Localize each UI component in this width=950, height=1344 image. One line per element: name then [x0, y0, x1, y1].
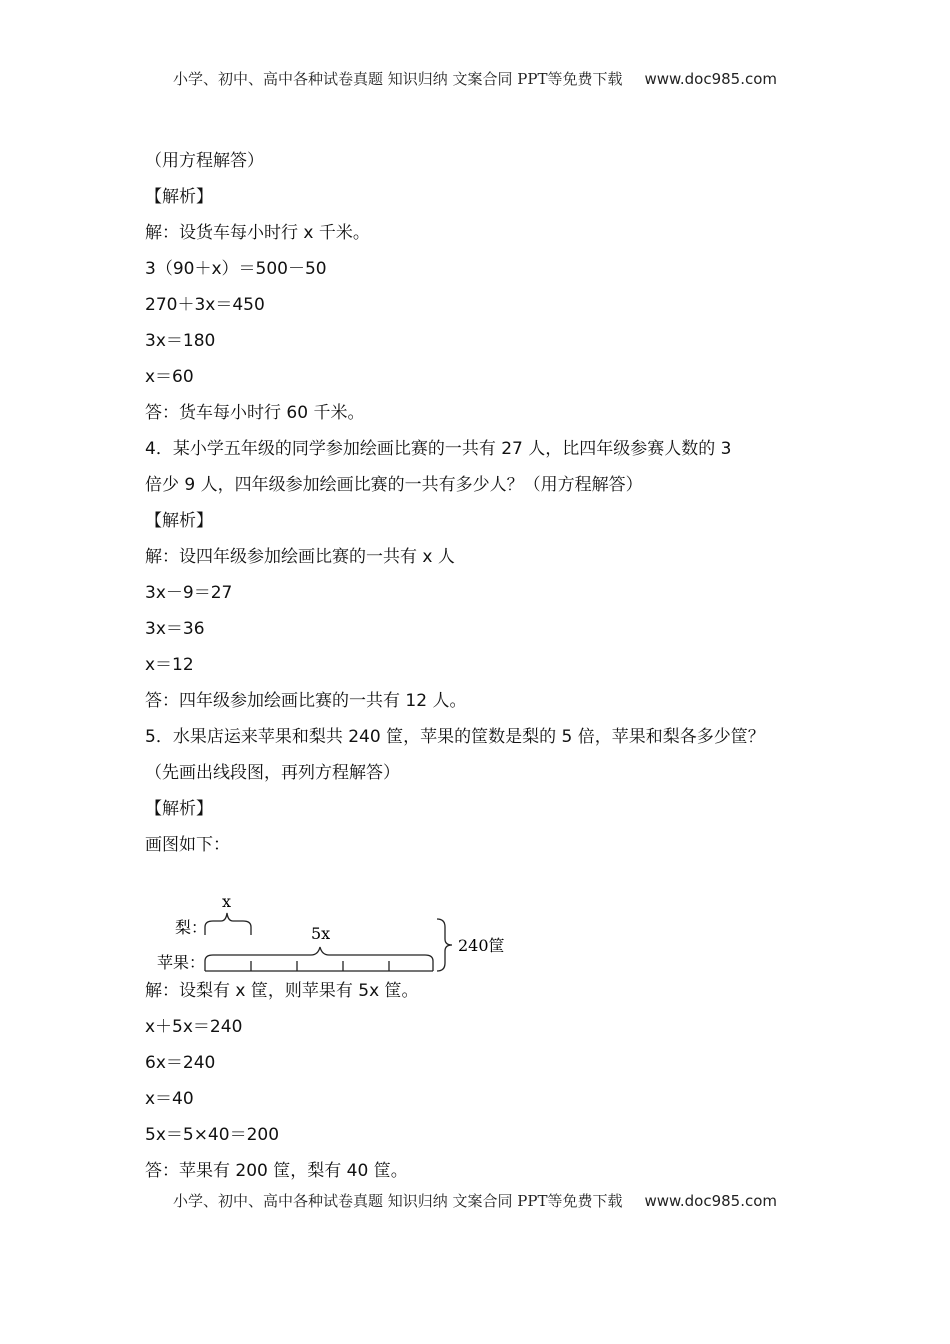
- text-line: 画图如下：: [145, 835, 230, 855]
- header-text: 小学、初中、高中各种试卷真题 知识归纳 文案合同 PPT等免费下载: [172, 70, 623, 88]
- line-segment-diagram: [145, 863, 645, 973]
- question-line: （先画出线段图，再列方程解答）: [145, 763, 400, 783]
- question-line: 5．水果店运来苹果和梨共 240 筐，苹果的筐数是梨的 5 倍，苹果和梨各多少筐？: [145, 727, 765, 747]
- footer-text: 小学、初中、高中各种试卷真题 知识归纳 文案合同 PPT等免费下载: [172, 1192, 623, 1210]
- equation-line: 270＋3x＝450: [145, 295, 265, 315]
- equation-line: 3x＝180: [145, 331, 216, 351]
- text-line: 解：设四年级参加绘画比赛的一共有 x 人: [145, 547, 455, 567]
- total-brace: [437, 919, 452, 971]
- answer-line: 答：货车每小时行 60 千米。: [145, 403, 365, 423]
- page-header: [0, 68, 950, 89]
- section-heading: 【解析】: [145, 511, 213, 531]
- document-body: [145, 143, 825, 1189]
- section-heading: 【解析】: [145, 799, 213, 819]
- footer-url[interactable]: www.doc985.com: [644, 1192, 778, 1210]
- total-label: 240筐: [458, 936, 505, 955]
- equation-line: 5x＝5×40＝200: [145, 1125, 280, 1145]
- equation-line: 3x＝36: [145, 619, 205, 639]
- section-heading: 【解析】: [145, 187, 213, 207]
- apple-segment: [205, 947, 433, 971]
- text-line: 解：设梨有 x 筐，则苹果有 5x 筐。: [145, 981, 419, 1001]
- x-label: x: [222, 892, 232, 911]
- equation-line: x＝60: [145, 367, 194, 387]
- answer-line: 答：四年级参加绘画比赛的一共有 12 人。: [145, 691, 467, 711]
- apple-label: 苹果：: [157, 953, 206, 972]
- equation-line: x＝12: [145, 655, 194, 675]
- header-url[interactable]: www.doc985.com: [644, 70, 778, 88]
- text-line: 解：设货车每小时行 x 千米。: [145, 223, 370, 243]
- answer-line: 答：苹果有 200 筐，梨有 40 筐。: [145, 1161, 408, 1181]
- equation-line: 3x－9＝27: [145, 583, 233, 603]
- text-line: （用方程解答）: [145, 151, 264, 171]
- pear-segment: [205, 913, 251, 935]
- five-x-label: 5x: [311, 924, 331, 943]
- equation-line: x＋5x＝240: [145, 1017, 243, 1037]
- equation-line: 6x＝240: [145, 1053, 216, 1073]
- equation-line: 3（90＋x）＝500－50: [145, 259, 327, 279]
- question-line: 倍少 9 人，四年级参加绘画比赛的一共有多少人？（用方程解答）: [145, 475, 643, 495]
- question-line: 4．某小学五年级的同学参加绘画比赛的一共有 27 人，比四年级参赛人数的 3: [145, 439, 732, 459]
- page-footer: [0, 1190, 950, 1211]
- equation-line: x＝40: [145, 1089, 194, 1109]
- pear-label: 梨：: [175, 918, 208, 937]
